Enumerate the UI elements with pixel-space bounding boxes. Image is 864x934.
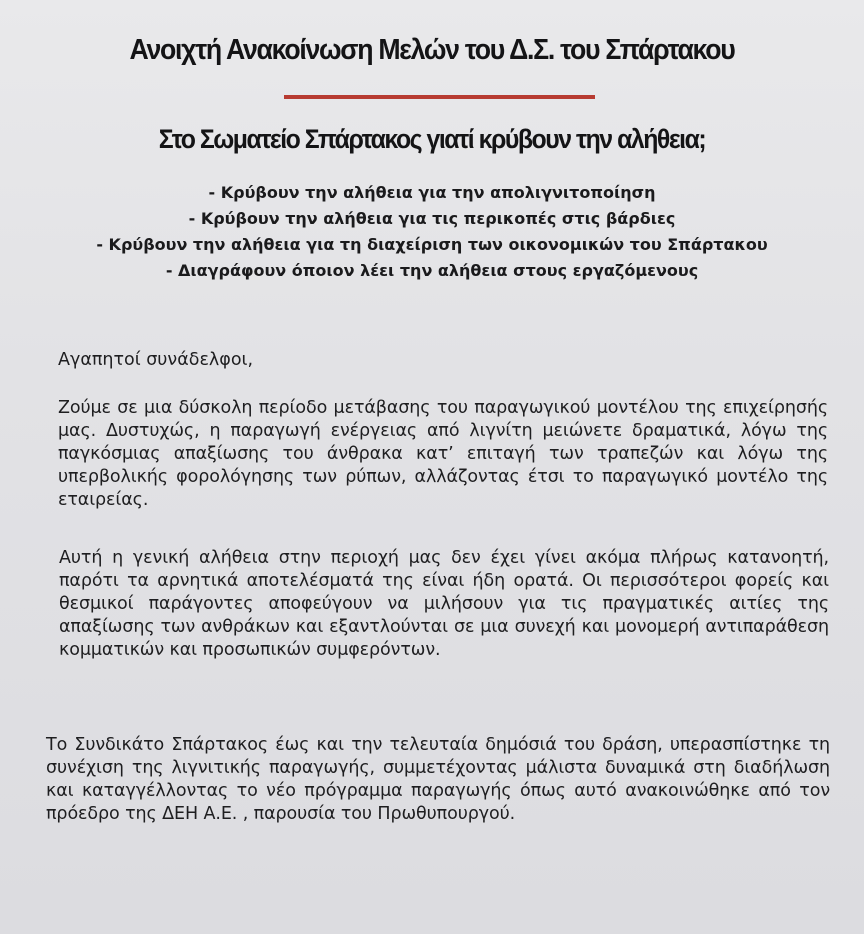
paragraph-1: Ζούμε σε μια δύσκολη περίοδο μετάβασης του παραγωγικού μοντέλου της επιχείρησής μας. Δυστυχώς, η παραγωγή ενέργειας από λιγνίτη μειώνετε δραματικά, λόγω της παγκόσμιας απαξίωσης του άνθρακα κατ’ επιταγή των τραπεζών και λόγω της υπερβολικής φορολόγησης των ρύπων, αλλάζοντας έτσι το παραγωγικό μοντέλο της εταιρείας.	[58, 398, 828, 510]
paragraph-2: Αυτή η γενική αλήθεια στην περιοχή μας δεν έχει γίνει ακόμα πλήρως κατανοητή, παρότι τα αρνητικά αποτελέσματά της είναι ήδη ορατά. Οι περισσότεροι φορείς και θεσμικοί παράγοντες αποφεύγουν να μιλήσουν για τις πραγματικές αιτίες της απαξίωσης των ανθράκων και εξαντλούνται σε μια συνεχή και μονομερή αντιπαράθεση κομματικών και προσωπικών συμφερόντων.	[59, 548, 829, 660]
title-divider	[284, 95, 595, 99]
bullet-item: - Κρύβουν την αλήθεια για τη διαχείριση των οικονομικών του Σπάρτακου	[96, 235, 768, 254]
paragraph-3: Το Συνδικάτο Σπάρτακος έως και την τελευταία δημόσιά του δράση, υπερασπίστηκε τη συνέχιση της λιγνιτικής παραγωγής, συμμετέχοντας μάλιστα δυναμικά στη διαδήλωση και καταγγέλλοντας το νέο πρόγραμμα παραγωγής όπως αυτό ανακοινώθηκε από τον πρόεδρο της ΔΕΗ Α.Ε. , παρουσία του Πρωθυπουργού.	[46, 735, 830, 824]
bullet-list	[0, 180, 864, 284]
bullet-item: - Διαγράφουν όποιον λέει την αλήθεια στους εργαζόμενους	[165, 261, 699, 280]
bullet-item: - Κρύβουν την αλήθεια για τις περικοπές στις βάρδιες	[188, 209, 676, 228]
bullet-item: - Κρύβουν την αλήθεια για την απολιγνιτοποίηση	[208, 183, 656, 202]
announcement-subtitle: Στο Σωματείο Σπάρτακος γιατί κρύβουν την αλήθεια;	[158, 124, 706, 154]
greeting: Αγαπητοί συνάδελφοι,	[58, 350, 254, 370]
announcement-title: Ανοιχτή Ανακοίνωση Μελών του Δ.Σ. του Σπάρτακου	[129, 34, 735, 66]
